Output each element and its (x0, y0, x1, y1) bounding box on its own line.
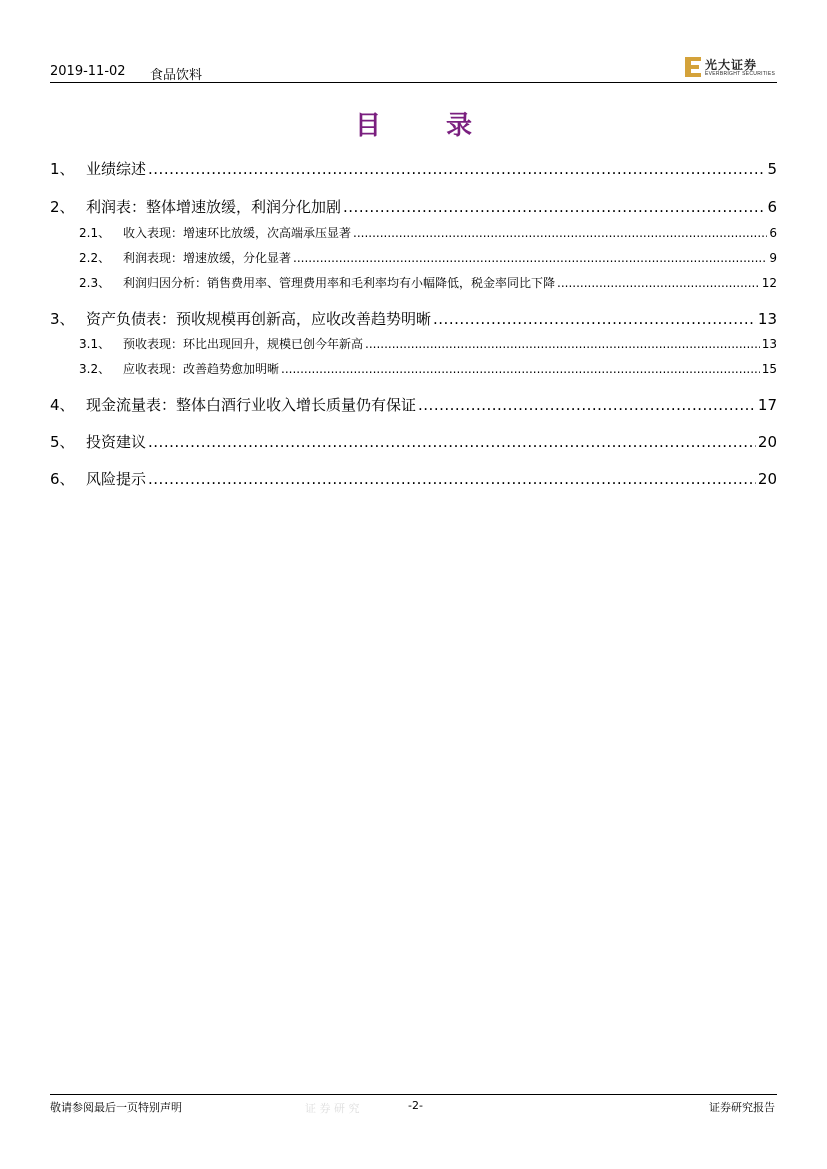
toc-entry-title: 资产负债表：预收规模再创新高，应收改善趋势明晰 (86, 310, 432, 328)
toc-entry-title: 投资建议 (86, 433, 147, 451)
toc-subentry[interactable] (50, 224, 777, 241)
toc-entry-number: 2、 (50, 198, 75, 216)
toc-entry[interactable] (50, 468, 777, 489)
toc-entry-number: 1、 (50, 160, 75, 178)
toc-leader-dots (148, 470, 756, 488)
toc-subentry[interactable] (50, 249, 777, 266)
report-type: 证券研究报告 (709, 1101, 775, 1114)
toc-entry[interactable] (50, 196, 777, 217)
toc-entry-title: 业绩综述 (86, 160, 147, 178)
everbright-logo (685, 56, 775, 80)
toc-entry-page: 15 (761, 362, 777, 376)
toc-entry-number: 4、 (50, 396, 75, 414)
page-number: -2- (408, 1099, 423, 1112)
toc-entry-title: 风险提示 (86, 470, 147, 488)
toc-subentry[interactable] (50, 274, 777, 291)
toc-entry[interactable] (50, 308, 777, 329)
toc-entry-page: 12 (761, 276, 777, 290)
toc-entry-page: 5 (767, 160, 777, 178)
toc-entry-number: 5、 (50, 433, 75, 451)
toc-entry-number: 6、 (50, 470, 75, 488)
toc-entry-title: 利润归因分析：销售费用率、管理费用率和毛利率均有小幅降低，税金率同比下降 (123, 276, 556, 290)
toc-entry-number: 3、 (50, 310, 75, 328)
toc-entry-page: 17 (757, 396, 777, 414)
page-footer (50, 1094, 777, 1115)
toc-entry[interactable] (50, 158, 777, 179)
report-date: 2019-11-02 (50, 64, 126, 79)
toc-leader-dots (281, 362, 760, 376)
toc-entry-page: 13 (757, 310, 777, 328)
toc-entry-page: 9 (769, 251, 777, 265)
toc-entry-title: 收入表现：增速环比放缓，次高端承压显著 (123, 226, 352, 240)
toc-leader-dots (433, 310, 756, 328)
toc-leader-dots (365, 337, 760, 351)
toc-entry-title: 利润表现：增速放缓，分化显著 (123, 251, 292, 265)
toc-entry-title: 预收表现：环比出现回升，规模已创今年新高 (123, 337, 364, 351)
toc-entry-page: 13 (761, 337, 777, 351)
everbright-logo-icon (685, 56, 703, 78)
disclaimer-note: 敬请参阅最后一页特别声明 (50, 1101, 182, 1114)
toc-leader-dots (557, 276, 760, 290)
toc-entry-number: 3.2、 (79, 362, 111, 376)
toc-leader-dots (148, 160, 765, 178)
toc-leader-dots (418, 396, 756, 414)
toc-leader-dots (343, 198, 765, 216)
toc-entry-title: 现金流量表：整体白酒行业收入增长质量仍有保证 (86, 396, 417, 414)
report-sector: 食品饮料 (150, 68, 203, 83)
toc-leader-dots (293, 251, 767, 265)
toc-entry-number: 2.1、 (79, 226, 111, 240)
toc-entry-page: 6 (767, 198, 777, 216)
toc-entry-page: 6 (769, 226, 777, 240)
watermark: 证 券 研 究 (305, 1102, 360, 1115)
toc-entry-title: 应收表现：改善趋势愈加明晰 (123, 362, 280, 376)
toc-leader-dots (353, 226, 767, 240)
toc-subentry[interactable] (50, 335, 777, 352)
toc-entry[interactable] (50, 394, 777, 415)
logo-text-cn: 光大证券 (705, 58, 758, 72)
toc-entry-page: 20 (757, 470, 777, 488)
logo-text-en: EVERBRIGHT SECURITIES (705, 71, 776, 77)
toc-entry-page: 20 (757, 433, 777, 451)
toc-entry-number: 3.1、 (79, 337, 111, 351)
toc-entry-number: 2.2、 (79, 251, 111, 265)
page-header (50, 56, 777, 83)
toc-entry-title: 利润表：整体增速放缓，利润分化加剧 (86, 198, 342, 216)
toc-entry-number: 2.3、 (79, 276, 111, 290)
toc-subentry[interactable] (50, 360, 777, 377)
toc-title: 目 录 (354, 111, 501, 141)
toc-entry[interactable] (50, 431, 777, 452)
toc-leader-dots (148, 433, 756, 451)
